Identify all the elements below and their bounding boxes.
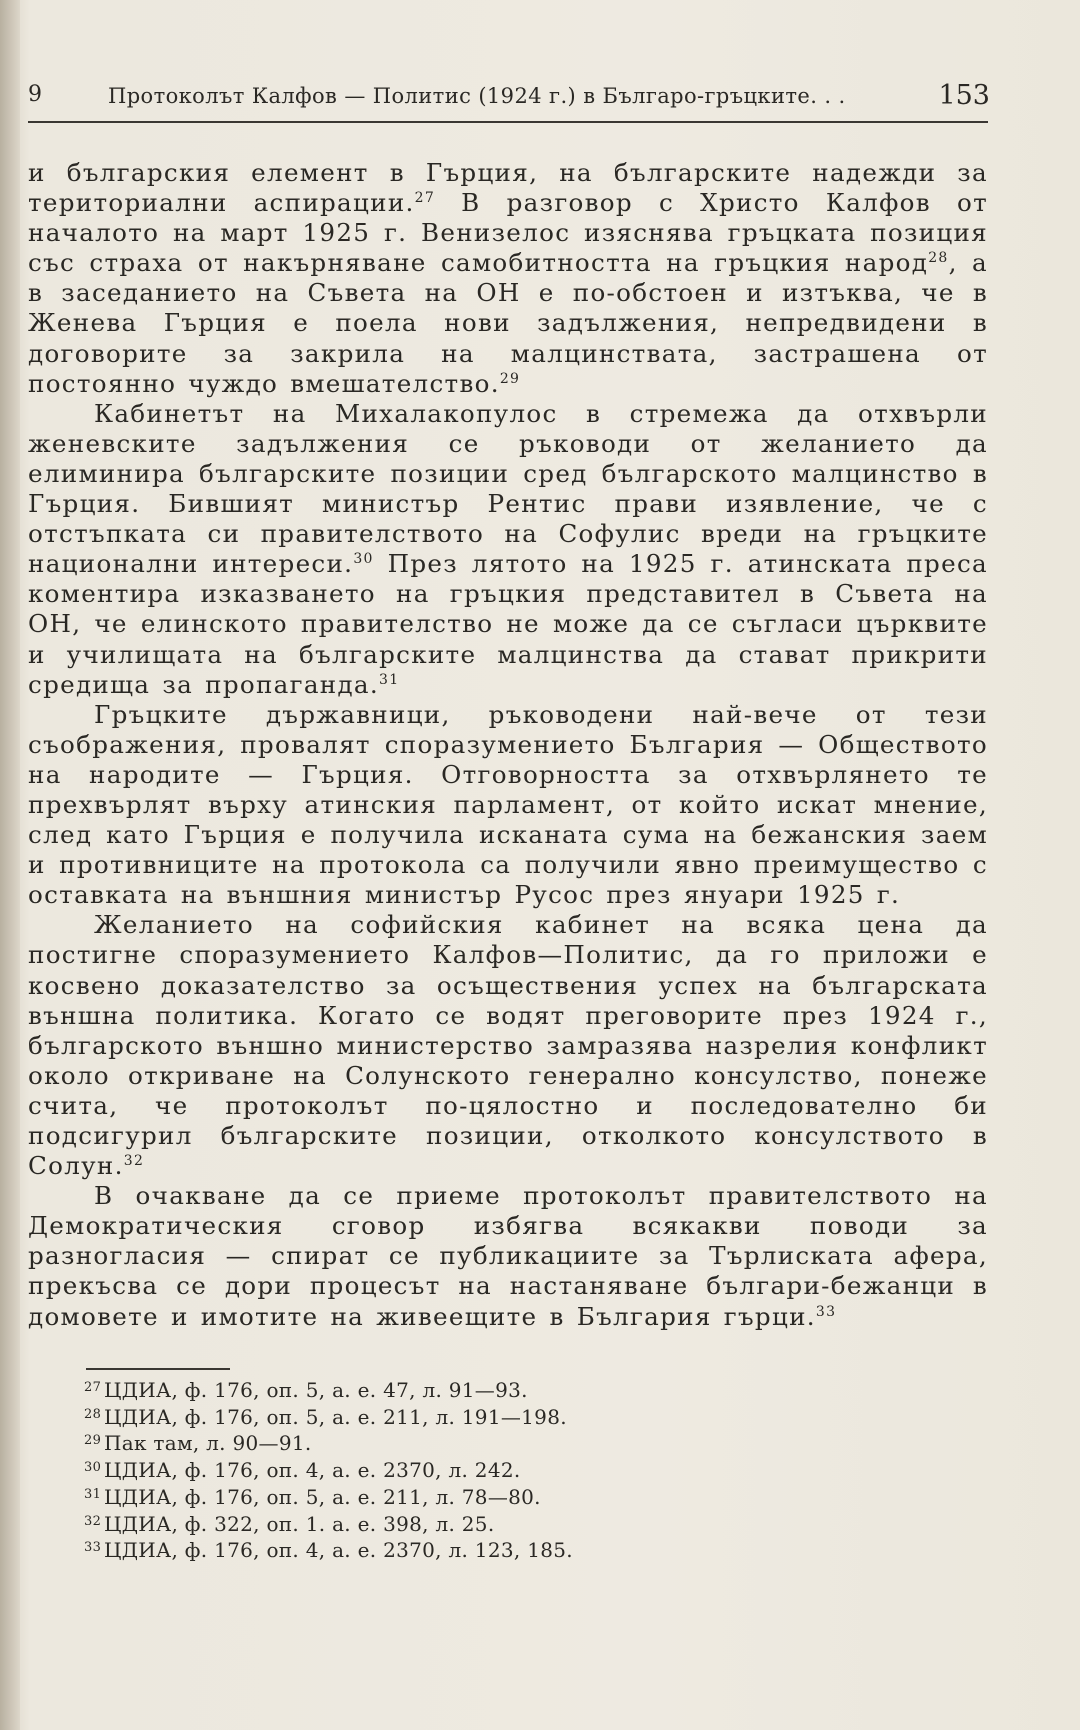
footnote-item [84,1429,784,1456]
footnote-number: 30 [84,1460,102,1476]
footnote-number: 33 [84,1540,102,1556]
footnote-marker[interactable]: 28 [928,250,949,267]
paragraph [28,700,988,911]
paragraph-text: , а в заседанието на Съвета на ОН е по-обстоен и изтъква, че в Женева Гърция е поела нови задължения, непредвидени в договорите за закрила на малцинствата, застрашена от постоянно чуждо вмешателство. [28,248,989,398]
footnote-text: ЦДИА, ф. 176, оп. 5, а. е. 211, л. 191—198. [104,1404,567,1429]
footnote-separator [86,1368,230,1370]
page-gutter-edge [0,0,20,1730]
footnote-marker[interactable]: 33 [815,1303,837,1320]
paragraph-text: През лятото на 1925 г. атинската преса коментира изказването на гръцкия представител в Съвета на ОН, че елинското правителство не може да се съгласи църквите и училищата на българските малцинства да стават прикрити средища за пропаганда. [28,549,988,699]
footnote-item [84,1536,784,1563]
chapter-number: 9 [28,82,42,107]
footnote-text: ЦДИА, ф. 176, оп. 4, а. е. 2370, л. 242. [104,1458,521,1483]
paragraph-text: Желанието на софийския кабинет на всяка цена да постигне споразумението Калфов—Политис, да го приложи е косвено доказателство за осъществения успех на българската външна политика. Когато се водят преговорите през 1924 г., българското външно министерство замразява назрелия конфликт около откриване на Солунското генерално консулство, понеже счита, че протоколът по-цялостно и последователно би подсигурил българските позиции, отколкото консулството в Солун. [28,910,988,1181]
footnote-text: ЦДИА, ф. 176, оп. 5, а. е. 47, л. 91—93. [104,1378,528,1402]
footnote-marker[interactable]: 31 [379,671,400,688]
footnote-number: 28 [84,1406,102,1422]
footnotes [84,1376,784,1563]
footnote-marker[interactable]: 29 [499,370,521,387]
footnote-item [84,1510,784,1537]
paragraph [28,910,988,1181]
paragraph-text: Гръцките държавници, ръководени най-вече от тези съображения, провалят споразумението България — Обществото на народите — Гърция. Отговорността за отхвърлянето те прехвърлят върху атинския парламент, от който искат мнение, след като Гърция е получила исканата сума на бежанския заем и противниците на протокола са получили явно преимущество с оставката на външния министър Русос през януари 1925 г. [28,699,988,910]
body-text [28,158,988,1332]
footnote-item [84,1376,784,1403]
paragraph [28,1181,988,1331]
footnote-number: 32 [84,1513,102,1529]
footnote-text: ЦДИА, ф. 176, оп. 5, а. е. 211, л. 78—80. [104,1484,541,1509]
footnote-text: ЦДИА, ф. 322, оп. 1. а. е. 398, л. 25. [104,1511,495,1536]
footnote-text: ЦДИА, ф. 176, оп. 4, а. е. 2370, л. 123, 185. [104,1538,573,1563]
footnote-item [84,1403,784,1430]
page-number: 153 [938,80,990,111]
footnote-marker[interactable]: 32 [123,1153,145,1170]
footnote-number: 31 [84,1486,102,1502]
paragraph [28,158,988,399]
paragraph-text: и българския елемент в Гърция, на българските надежди за териториални аспирации. [28,158,988,218]
footnote-number: 27 [84,1380,102,1395]
paragraph-text: Кабинетът на Михалакопулос в стремежа да отхвърли женевските задължения се ръководи от желанието да елиминира българските позиции сред българското малцинство в Гърция. Бившият министър Рентис прави изявление, че с отстъпката си правителството на Софулис вреди на гръцките национални интереси. [28,398,988,579]
footnote-number: 29 [84,1433,102,1449]
running-title: Протоколът Калфов — Политис (1924 г.) в Българо-гръцките. . . [108,84,846,108]
footnote-item [84,1456,784,1483]
running-header [28,78,988,118]
paragraph [28,399,988,700]
paragraph-text: В очакване да се приеме протоколът правителството на Демократическия сговор избягва всякакви поводи за разногласия — спират се публикациите за Търлиската афера, прекъсва се дори процесът на настаняване българи-бежанци в домовете и имотите на живеещите в България гърци. [28,1181,988,1331]
footnote-marker[interactable]: 27 [414,190,436,207]
footnote-item [84,1483,784,1510]
footnote-text: Пак там, л. 90—91. [104,1431,312,1456]
footnote-marker[interactable]: 30 [353,551,374,568]
header-rule [28,121,988,123]
paragraph-text: В разговор с Христо Калфов от началото на март 1925 г. Венизелос изяснява гръцката позиция със страха от накърняване самобитността на гръцкия народ [28,188,988,278]
